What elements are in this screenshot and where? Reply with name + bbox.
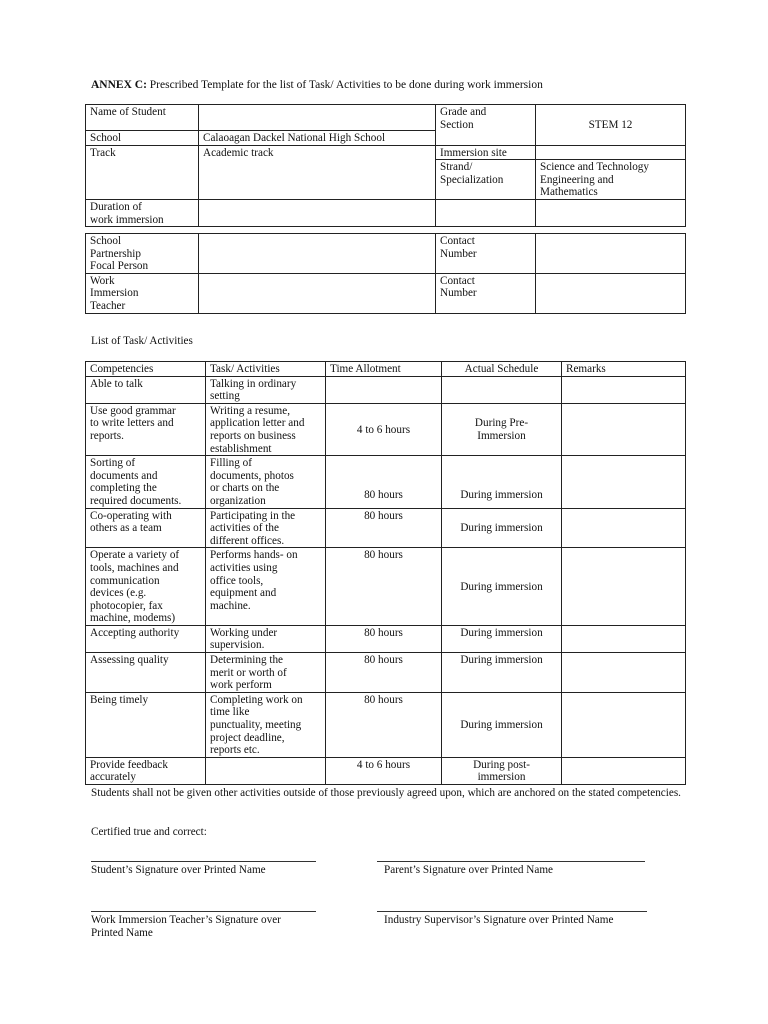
- competency-cell: Provide feedback accurately: [86, 757, 206, 784]
- competency-cell: Being timely: [86, 692, 206, 757]
- strand-label: Strand/ Specialization: [436, 160, 536, 200]
- time-cell: 80 hours: [326, 692, 442, 757]
- header-competencies: Competencies: [86, 362, 206, 377]
- contact-number-label-2: Contact Number: [436, 273, 536, 313]
- task-cell: Completing work on time like punctuality, meeting project deadline, reports etc.: [206, 692, 326, 757]
- contact-table: [85, 233, 686, 314]
- time-cell: 80 hours: [326, 625, 442, 652]
- schedule-cell: During post- immersion: [442, 757, 562, 784]
- table-row: [86, 625, 686, 652]
- grade-value: STEM 12: [536, 105, 686, 146]
- competency-cell: Co-operating with others as a team: [86, 508, 206, 548]
- task-cell: Filling of documents, photos or charts on the organization: [206, 456, 326, 508]
- immersion-teacher-value: [199, 273, 436, 313]
- competency-cell: Use good grammar to write letters and reports.: [86, 403, 206, 455]
- remarks-cell: [562, 692, 686, 757]
- header-schedule: Actual Schedule: [442, 362, 562, 377]
- remarks-cell: [562, 403, 686, 455]
- strand-value: Science and Technology Engineering and Mathematics: [536, 160, 686, 200]
- table-row: [86, 653, 686, 693]
- header-time: Time Allotment: [326, 362, 442, 377]
- task-cell: Determining the merit or worth of work perform: [206, 653, 326, 693]
- school-label: School: [86, 131, 199, 146]
- teacher-signature-label: Work Immersion Teacher’s Signature over Printed Name: [91, 914, 281, 939]
- policy-note: Students shall not be given other activities outside of those previously agreed upon, which are anchored on the stated competencies.: [91, 787, 681, 799]
- remarks-cell: [562, 757, 686, 784]
- competency-cell: Accepting authority: [86, 625, 206, 652]
- name-value: [199, 105, 436, 131]
- remarks-cell: [562, 456, 686, 508]
- competency-cell: Sorting of documents and completing the required documents.: [86, 456, 206, 508]
- schedule-cell: During Pre- Immersion: [442, 403, 562, 455]
- table-row: [86, 692, 686, 757]
- task-cell: Participating in the activities of the different offices.: [206, 508, 326, 548]
- schedule-cell: During immersion: [442, 692, 562, 757]
- remarks-cell: [562, 508, 686, 548]
- teacher-signature-line: [91, 911, 316, 912]
- remarks-cell: [562, 376, 686, 403]
- track-label: Track: [86, 145, 199, 199]
- student-signature-line: [91, 861, 316, 862]
- schedule-cell: During immersion: [442, 653, 562, 693]
- school-value: Calaoagan Dackel National High School: [199, 131, 436, 146]
- immersion-teacher-label: Work Immersion Teacher: [86, 273, 199, 313]
- list-title: List of Task/ Activities: [91, 335, 193, 347]
- name-label: Name of Student: [86, 105, 199, 131]
- time-cell: [326, 376, 442, 403]
- contact-number-label: Contact Number: [436, 234, 536, 274]
- header-task: Task/ Activities: [206, 362, 326, 377]
- schedule-cell: During immersion: [442, 456, 562, 508]
- header-remarks: Remarks: [562, 362, 686, 377]
- competency-cell: Able to talk: [86, 376, 206, 403]
- supervisor-signature-label: Industry Supervisor’s Signature over Printed Name: [384, 914, 614, 926]
- task-cell: Talking in ordinary setting: [206, 376, 326, 403]
- schedule-cell: [442, 376, 562, 403]
- annex-label: ANNEX C:: [91, 79, 147, 91]
- schedule-cell: During immersion: [442, 508, 562, 548]
- time-cell: 4 to 6 hours: [326, 403, 442, 455]
- certified-label: Certified true and correct:: [91, 826, 207, 838]
- focal-person-label: School Partnership Focal Person: [86, 234, 199, 274]
- schedule-cell: During immersion: [442, 625, 562, 652]
- table-row: [86, 376, 686, 403]
- student-signature-label: Student’s Signature over Printed Name: [91, 864, 266, 876]
- task-cell: Working under supervision.: [206, 625, 326, 652]
- parent-signature-line: [377, 861, 645, 862]
- competency-cell: Operate a variety of tools, machines and communication devices (e.g. photocopier, fax machine, modems): [86, 548, 206, 626]
- duration-label: Duration of work immersion: [86, 199, 199, 226]
- time-cell: 80 hours: [326, 456, 442, 508]
- remarks-cell: [562, 625, 686, 652]
- duration-empty-cell: [436, 199, 536, 226]
- task-cell: Performs hands- on activities using office tools, equipment and machine.: [206, 548, 326, 626]
- duration-empty-cell-2: [536, 199, 686, 226]
- contact-number-value-2: [536, 273, 686, 313]
- site-value: [536, 145, 686, 160]
- student-info-table: [85, 104, 686, 227]
- competency-cell: Assessing quality: [86, 653, 206, 693]
- supervisor-signature-line: [377, 911, 647, 912]
- grade-label: Grade and Section: [436, 105, 536, 146]
- focal-person-value: [199, 234, 436, 274]
- task-cell: Writing a resume, application letter and reports on business establishment: [206, 403, 326, 455]
- track-value: Academic track: [199, 145, 436, 199]
- time-cell: 4 to 6 hours: [326, 757, 442, 784]
- table-row: [86, 403, 686, 455]
- contact-number-value: [536, 234, 686, 274]
- table-row: [86, 456, 686, 508]
- task-cell: [206, 757, 326, 784]
- table-row: [86, 548, 686, 626]
- time-cell: 80 hours: [326, 508, 442, 548]
- remarks-cell: [562, 653, 686, 693]
- table-row: [86, 757, 686, 784]
- annex-heading: [91, 79, 543, 92]
- table-row: [86, 508, 686, 548]
- site-label: Immersion site: [436, 145, 536, 160]
- time-cell: 80 hours: [326, 548, 442, 626]
- task-table: [85, 361, 686, 785]
- schedule-cell: During immersion: [442, 548, 562, 626]
- duration-value: [199, 199, 436, 226]
- remarks-cell: [562, 548, 686, 626]
- parent-signature-label: Parent’s Signature over Printed Name: [384, 864, 554, 876]
- time-cell: 80 hours: [326, 653, 442, 693]
- annex-text: Prescribed Template for the list of Task/ Activities to be done during work immersion: [149, 79, 543, 91]
